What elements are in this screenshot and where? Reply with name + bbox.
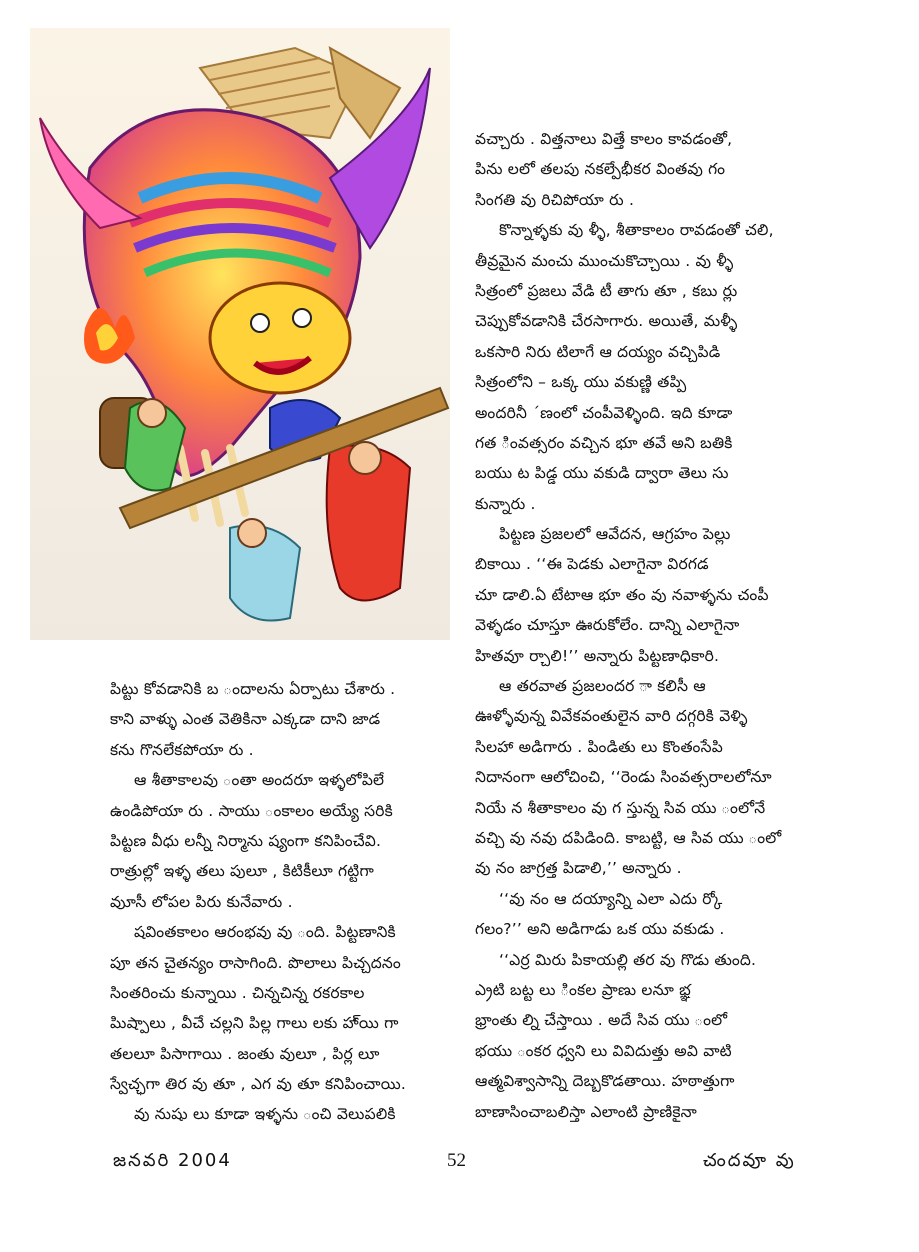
text-line: పిట్టణ ప్రజలలో ఆవేదన, ఆగ్రహం పెల్లు bbox=[499, 525, 731, 544]
text-line: బికాయి . ‘‘ఈ పెడకు ఎలాగైనా విరగడ bbox=[475, 555, 709, 574]
text-line: వు నుషు లు కూడా ఇళ్ళను ంచి వెలుపలికి bbox=[134, 1105, 396, 1124]
text-line: భయు ంకర ధ్వని లు వివిదుత్తు అవి వాటి bbox=[475, 1041, 732, 1060]
text-line: ‘‘ఎర్ర మిరు పికాయల్లి తర వు గొడు తుంది. bbox=[499, 950, 757, 969]
text-line: పిట్టు కోవడానికి బ ందాలను ఏర్పాటు చేశారు . bbox=[110, 680, 396, 698]
footer-date: జనవరి 2004 bbox=[113, 1150, 232, 1171]
demon-attack-illustration bbox=[30, 28, 450, 640]
text-line: భ్రాంతు ల్ని చేస్తాయి . అదే సివ యు ంలో bbox=[475, 1011, 728, 1030]
text-line: చూ డాలి.ఏ టేటాఆ భూ తం వు నవాళ్ళను చంపీ bbox=[475, 585, 769, 604]
text-line: తలలూ పిసాగాయి . జంతు వులూ , పిర్ల లూ bbox=[110, 1044, 380, 1063]
text-line: ఒకసారి నిరు టిలాగే ఆ దయ్యం వచ్చిపిడి bbox=[475, 342, 721, 361]
text-line: గలం?’’ అని అడిగాడు ఒక యు వకుడు . bbox=[475, 920, 725, 939]
text-line: పిను లలో తలపు నకల్పేభీకర వింతవు గం bbox=[475, 160, 726, 179]
right-text-column bbox=[475, 124, 810, 1127]
text-line: సింగతి వు రిచిపోయా రు . bbox=[475, 190, 635, 209]
text-line: రాత్రుల్లో ఇళ్ళ తలు పులూ , కిటికీలూ గట్టిగా bbox=[110, 862, 374, 881]
text-line: కొన్నాళ్ళకు వు ళ్ళీ, శీతాకాలం రావడంతో చలి, bbox=[499, 221, 774, 240]
text-line: వెళ్ళడం చూస్తూ ఊరుకోలేం. దాన్ని ఎలాగైనా bbox=[475, 616, 740, 635]
text-line: తీవ్రమైన మంచు ముంచుకొచ్చాయి . వు ళ్ళీ bbox=[475, 251, 734, 270]
text-line: పిుష్పాలు , వీచే చల్లని పిల్ల గాలు లకు హా్యి గా bbox=[110, 1014, 399, 1033]
page-number: 52 bbox=[447, 1150, 466, 1171]
text-line: ఊళ్ళోవున్న వివేకవంతులైన వారి దగ్గరికి వెళ్ళి bbox=[475, 707, 748, 726]
text-line: సిలహా అడిగారు . పిండితు లు కొంతంసేపి bbox=[475, 737, 723, 756]
text-line: వచ్చి వు నవు దపిడింది. కాబట్టి, ఆ సివ యు ంలో bbox=[475, 828, 782, 847]
text-line: కున్నారు . bbox=[475, 494, 536, 513]
text-line: సింతరించు కున్నాయి . చిన్నచిన్న రకరకాల bbox=[110, 983, 365, 1002]
story-illustration bbox=[30, 28, 450, 640]
text-line: కాని వాళ్ళు ఎంత వెతికినా ఎక్కడా దాని జాడ bbox=[110, 710, 381, 729]
text-line: బాణాసించాబలిస్తా ఎలాంటి ప్రాణికైనా bbox=[475, 1102, 697, 1121]
text-line: నియే న శీతాకాలం వు గ స్తున్న సివ యు ంలోనే bbox=[475, 798, 766, 817]
text-line: హితవూ ర్చాలి!’’ అన్నారు పిట్టణాధికారి. bbox=[475, 646, 720, 665]
text-line: వచ్చారు . విత్తనాలు విత్తే కాలం కావడంతో, bbox=[475, 130, 733, 148]
left-text-column bbox=[110, 674, 458, 1130]
text-line: సిత్రంలోని – ఒక్క యు వకుణ్ణి తప్పి bbox=[475, 373, 687, 392]
text-line: స్వేచ్ఛగా తిర వు తూ , ఎగ వు తూ కనిపించాయి. bbox=[110, 1075, 406, 1094]
text-line: వుూసీ లోపల పిరు కునేవారు . bbox=[110, 892, 293, 911]
text-line: పిట్టణ వీధు లన్నీ నిర్మాను ష్యంగా కనిపించేవి. bbox=[110, 831, 382, 850]
text-line: ఉండిపోయా రు . సాయు ంకాలం అయ్యే సరికి bbox=[110, 801, 393, 820]
text-line: ఆ తరవాత ప్రజలందర ా కలిసీ ఆ bbox=[499, 677, 706, 696]
text-line: చెప్పుకోవడానికి చేరసాగారు. అయితే, మళ్ళీ bbox=[475, 312, 738, 331]
text-line: కను గొనలేకపోయా రు . bbox=[110, 740, 254, 759]
text-line: పూ తన చైతన్యం రాసాగింది. పొలాలు పిచ్చదనం bbox=[110, 953, 401, 972]
text-line: ఆత్మవిశ్వాసాన్ని దెబ్బకొడతాయి. హఠాత్తుగా bbox=[475, 1072, 735, 1091]
text-line: ఆ శీతాకాలవు ంతా అందరూ ఇళ్ళలోపిలే bbox=[134, 771, 385, 790]
magazine-name: చందవూ వు bbox=[703, 1150, 796, 1171]
text-line: వు నం జాగ్రత్త పిడాలి,’’ అన్నారు . bbox=[475, 859, 682, 878]
text-line: బయు ట పిడ్డ యు వకుడి ద్వారా తెలు సు bbox=[475, 464, 729, 483]
text-line: సిత్రంలో ప్రజలు వేడి టీ తాగు తూ , కబు ర్లు bbox=[475, 281, 738, 300]
text-line: ‘‘వు నం ఆ దయ్యాన్ని ఎలా ఎదు ర్కో bbox=[499, 889, 723, 908]
text-line: గత ింవత్సరం వచ్చిన భూ తవే అని బతికి bbox=[475, 433, 733, 452]
text-line: నిదానంగా ఆలోచించి, ‘‘రెండు సింవత్సరాలలోనూ bbox=[475, 768, 772, 787]
text-line: ఎ్రటి బట్ట లు ింకల ప్రాణు లనూ భ్ఞ bbox=[475, 980, 691, 999]
text-line: షవింతకాలం ఆరంభవు వు ంది. పిట్టణానికి bbox=[134, 923, 396, 942]
text-line: అందరినీ ˊణంలో చంపీవెళ్ళింది. ఇది కూడా bbox=[475, 403, 733, 422]
